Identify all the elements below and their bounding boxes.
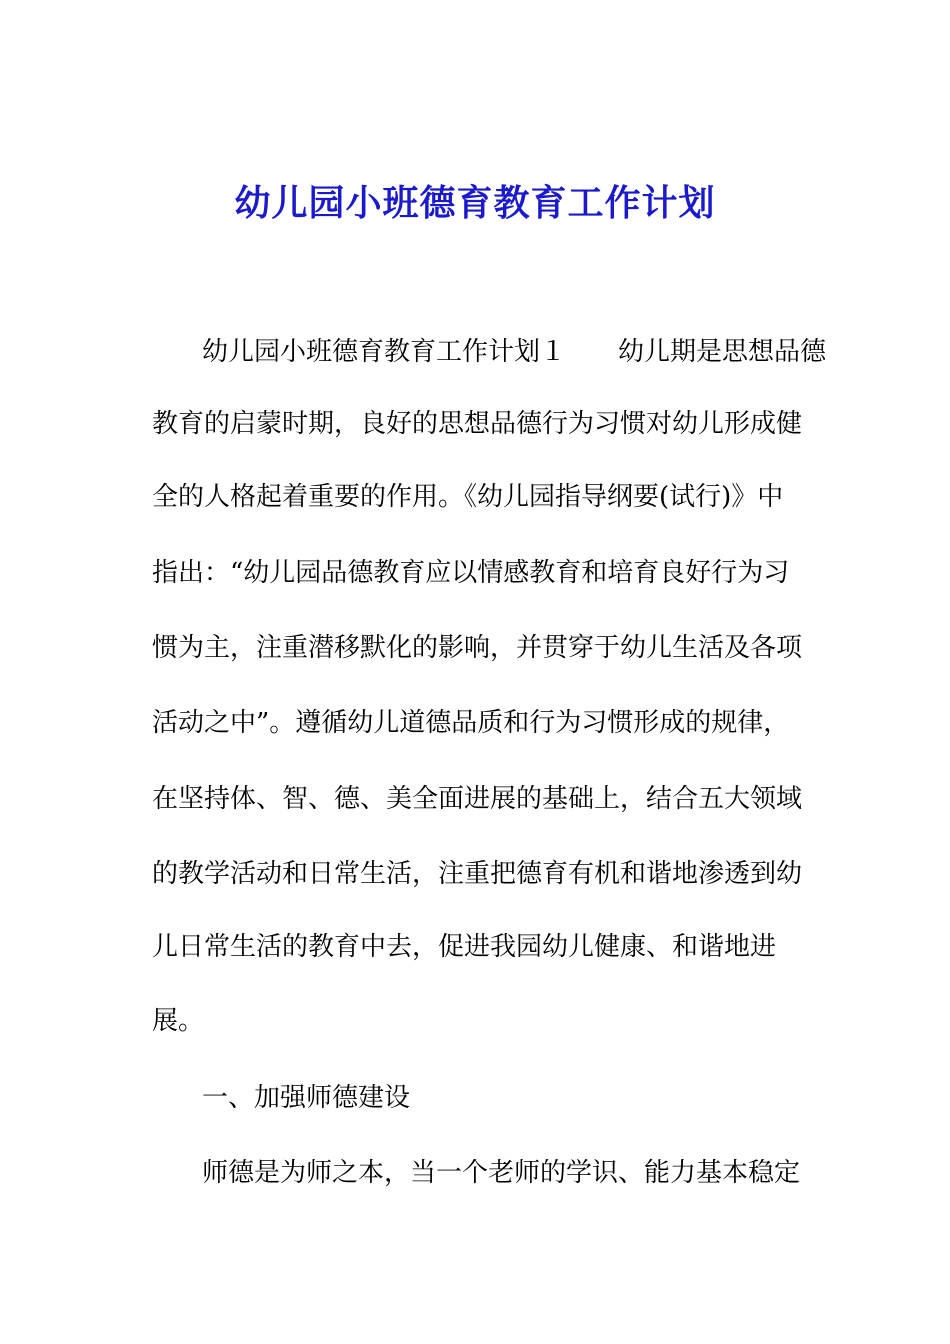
paragraph-line: 在坚持体、智、德、美全面进展的基础上，结合五大领域 [152, 784, 803, 814]
paragraph-line: 展。 [152, 1006, 205, 1036]
paragraph-line: 惯为主，注重潜移默化的影响，并贯穿于幼儿生活及各项 [152, 633, 803, 663]
paragraph-line: 全的人格起着重要的作用。《幼儿园指导纲要(试行)》中 [152, 482, 784, 512]
paragraph-line: 教育的启蒙时期，良好的思想品德行为习惯对幼儿形成健 [152, 409, 803, 439]
paragraph-line: 指出：“幼儿园品德教育应以情感教育和培育良好行为习 [152, 558, 790, 588]
document-title: 幼儿园小班德育教育工作计划 [234, 182, 716, 224]
paragraph-line: 的教学活动和日常生活，注重把德育有机和谐地渗透到幼 [152, 859, 803, 889]
paragraph-line: 儿日常生活的教育中去，促进我园幼儿健康、和谐地进 [152, 932, 777, 962]
paragraph-line: 幼儿园小班德育教育工作计划１ 幼儿期是思想品德 [202, 337, 827, 367]
paragraph-line: 活动之中”。遵循幼儿道德品质和行为习惯形成的规律， [152, 708, 790, 738]
paragraph-line: 师德是为师之本，当一个老师的学识、能力基本稳定 [202, 1158, 801, 1188]
section-heading: 一、加强师德建设 [202, 1083, 411, 1113]
